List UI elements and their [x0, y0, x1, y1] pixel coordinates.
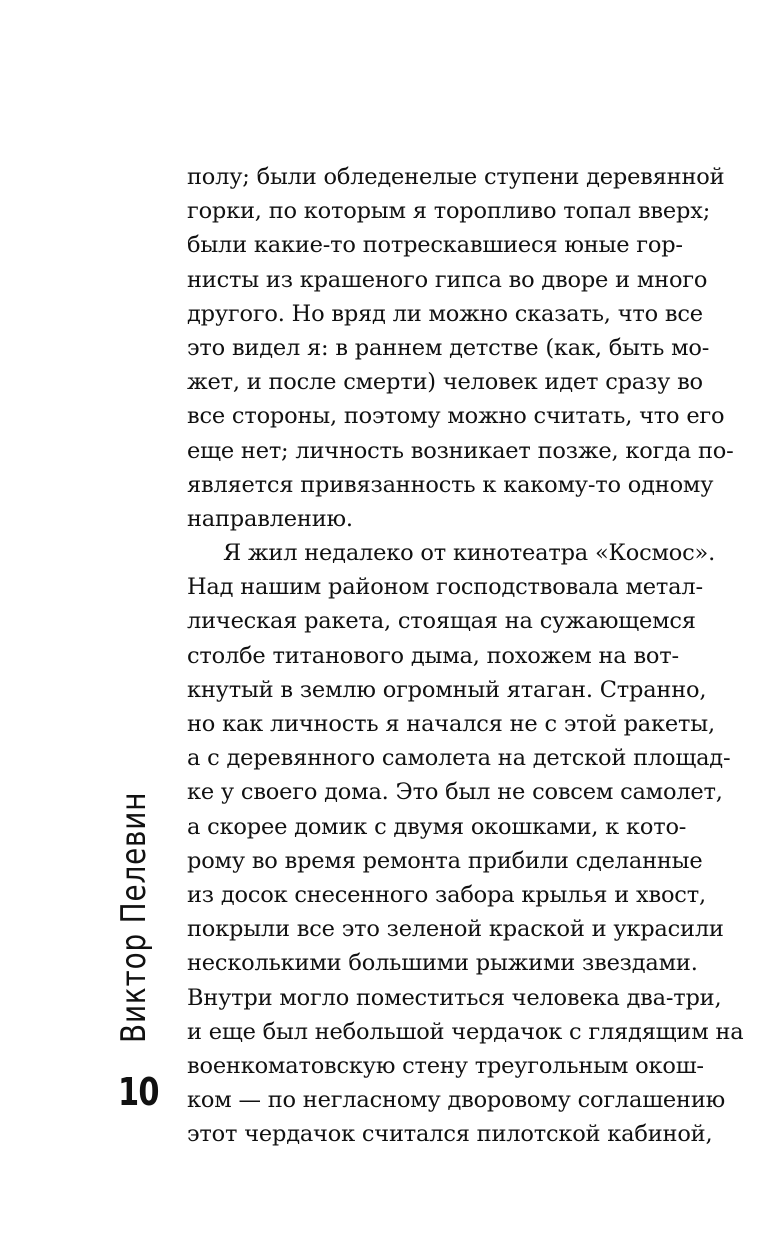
text-line: но как личность я начался не с этой ракеты,	[187, 711, 715, 737]
text-line: направлению.	[187, 505, 353, 532]
text-line: а скорее домик с двумя окошками, к кото-	[187, 813, 687, 840]
text-line: несколькими большими рыжими звездами.	[187, 950, 698, 977]
text-line: Над нашим районом господствовала метал-	[187, 574, 703, 601]
text-line: полу; были обледенелые ступени деревянной	[187, 164, 725, 190]
text-line: горки, по которым я торопливо топал вверх;	[187, 198, 711, 225]
text-line: другого. Но вряд ли можно сказать, что все	[187, 300, 703, 327]
page-number: 10	[118, 1070, 159, 1114]
text-line: это видел я: в раннем детстве (как, быть мо-	[187, 334, 710, 361]
body-text	[187, 160, 744, 1151]
text-line: из досок снесенного забора крылья и хвост,	[187, 881, 706, 908]
text-line: покрыли все это зеленой краской и украсили	[187, 916, 724, 943]
running-head-author: Виктор Пелевин	[114, 791, 154, 1043]
text-line: Внутри могло поместиться человека два-три,	[187, 984, 722, 1011]
text-line: столбе титанового дыма, похожем на вот-	[187, 642, 679, 669]
paragraph-2	[187, 536, 744, 1151]
text-line: ком — по негласному дворовому соглашению	[187, 1087, 726, 1114]
text-line: является привязанность к какому-то одному	[187, 471, 714, 498]
text-line: Я жил недалеко от кинотеатра «Космос».	[223, 540, 716, 567]
text-line: и еще был небольшой чердачок с глядящим на	[187, 1018, 744, 1045]
text-line: жет, и после смерти) человек идет сразу во	[187, 369, 703, 396]
text-line: были какие-то потрескавшиеся юные гор-	[187, 232, 683, 259]
text-line: нисты из крашеного гипса во дворе и много	[187, 266, 708, 293]
text-line: лическая ракета, стоящая на сужающемся	[187, 608, 696, 635]
text-line: ке у своего дома. Это был не совсем самолет,	[187, 779, 723, 806]
text-line: все стороны, поэтому можно считать, что его	[187, 403, 725, 430]
text-line: а с деревянного самолета на детской площад-	[187, 745, 731, 772]
text-line: еще нет; личность возникает позже, когда по-	[187, 437, 734, 464]
text-line: кнутый в землю огромный ятаган. Странно,	[187, 676, 707, 703]
text-line: этот чердачок считался пилотской кабиной,	[187, 1121, 713, 1148]
text-line: рому во время ремонта прибили сделанные	[187, 847, 703, 874]
paragraph-1	[187, 160, 734, 536]
text-line: военкоматовскую стену треугольным окош-	[187, 1052, 704, 1079]
